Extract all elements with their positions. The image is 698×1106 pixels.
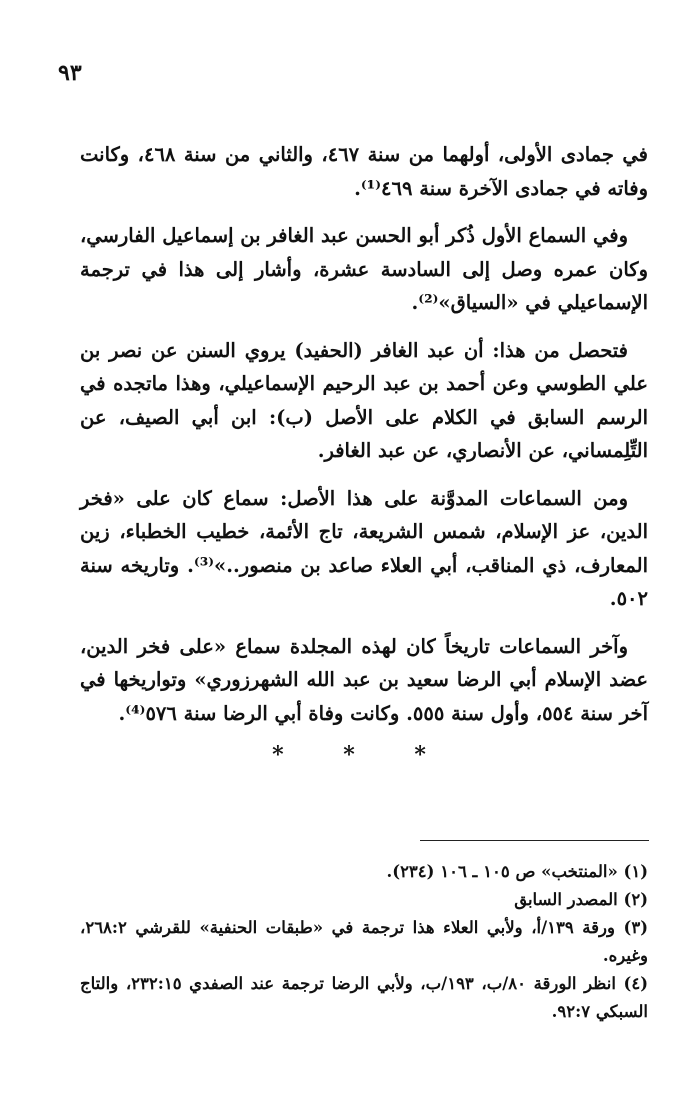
paragraph-5: وآخر السماعات تاريخاً كان لهذه المجلدة سماع «على فخر الدين، عضد الإسلام أبي الرضا سعيد بن عبد الله الشهرزوري» وتواريخها في آخر سنة ٥٥٤، وأول سنة ٥٥٥. وكانت وفاة أبي الرضا سنة ٥٧٦⁽⁴⁾. <box>80 634 648 725</box>
main-text <box>80 138 648 744</box>
paragraph-2: وفي السماع الأول ذُكر أبو الحسن عبد الغافر بن إسماعيل الفارسي، وكان عمره وصل إلى السادسة عشرة، وأشار إلى هذا في ترجمة الإسماعيلي في «السياق»⁽²⁾. <box>80 224 648 314</box>
page-number: ٩٣ <box>58 60 82 86</box>
footnote-3: (٣) ورقة ١٣٩/أ، ولأبي العلاء هذا ترجمة في «طبقات الحنفية» للقرشي ٢٦٨:٢، وغيره. <box>80 918 649 965</box>
footnote-1: (١) «المنتخب» ص ١٠٥ ـ ١٠٦ (٢٣٤). <box>386 862 648 881</box>
paragraph-4: ومن السماعات المدوَّنة على هذا الأصل: سماع كان على «فخر الدين، عز الإسلام، شمس الشريعة، تاج الأئمة، خطيب الخطباء، زين المعارف، ذي المناقب، أبي العلاء صاعد بن منصور..»⁽³⁾. وتاريخه سنة ٥٠٢. <box>80 486 648 610</box>
section-separator: * * * <box>272 742 452 768</box>
paragraph-1: في جمادى الأولى، أولهما من سنة ٤٦٧، والثاني من سنة ٤٦٨، وكانت وفاته في جمادى الآخرة سنة ٤٦٩⁽¹⁾. <box>80 143 648 200</box>
footnote-2: (٢) المصدر السابق <box>514 890 648 909</box>
footnote-4: (٤) انظر الورقة ٨٠/ب، ١٩٣/ب، ولأبي الرضا ترجمة عند الصفدي ٢٣٢:١٥، والتاج السبكي ٩٢:٧. <box>80 974 648 1021</box>
paragraph-3: فتحصل من هذا: أن عبد الغافر (الحفيد) يروي السنن عن نصر بن علي الطوسي وعن أحمد بن عبد الرحيم الإسماعيلي، وهذا ماتجده في الرسم السابق في الكلام على الأصل (ب): ابن أبي الصيف، عن التِّلِمساني، عن الأنصاري، عن عبد الغافر. <box>80 338 648 462</box>
footnotes <box>80 858 648 1026</box>
footnote-divider <box>420 840 649 841</box>
